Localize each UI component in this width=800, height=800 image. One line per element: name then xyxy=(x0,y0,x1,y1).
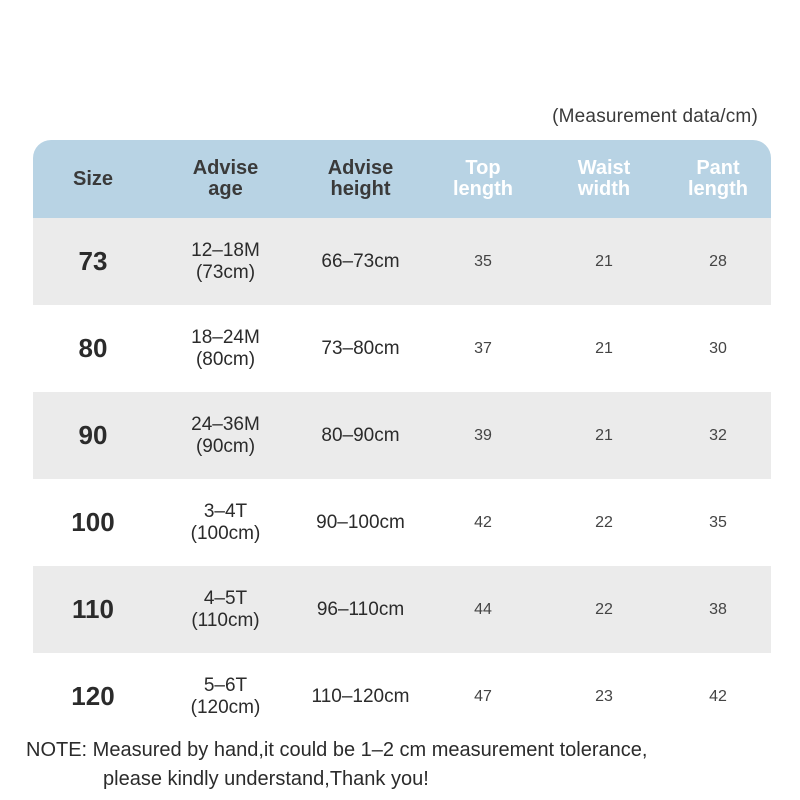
header-waist-width: Waist width xyxy=(577,157,631,200)
measurement-note xyxy=(26,736,647,794)
table-header xyxy=(33,140,771,218)
header-pant-length: Pant length xyxy=(688,157,748,200)
header-top-length: Top length xyxy=(453,157,513,200)
table-row xyxy=(33,653,771,740)
pant-length-cell: 30 xyxy=(709,339,727,357)
size-cell: 73 xyxy=(78,246,108,276)
header-advise-age: Advise age xyxy=(192,157,259,200)
pant-length-cell: 38 xyxy=(709,600,727,618)
top-length-cell: 35 xyxy=(474,252,492,270)
age-cell: 5–6T (120cm) xyxy=(190,674,261,718)
table-row xyxy=(33,392,771,479)
age-cell: 12–18M (73cm) xyxy=(191,239,260,283)
size-table xyxy=(33,140,771,740)
top-length-cell: 39 xyxy=(474,426,492,444)
pant-length-cell: 42 xyxy=(709,687,727,705)
size-cell: 120 xyxy=(71,681,115,711)
age-cell: 4–5T (110cm) xyxy=(191,587,260,631)
waist-width-cell: 21 xyxy=(595,339,613,357)
top-length-cell: 47 xyxy=(474,687,492,705)
size-cell: 100 xyxy=(71,507,115,537)
height-cell: 90–100cm xyxy=(316,511,405,533)
size-cell: 110 xyxy=(72,594,114,624)
height-cell: 110–120cm xyxy=(311,685,410,707)
table-row xyxy=(33,479,771,566)
height-cell: 96–110cm xyxy=(316,598,405,620)
table-row xyxy=(33,305,771,392)
waist-width-cell: 21 xyxy=(595,426,613,444)
waist-width-cell: 21 xyxy=(595,252,613,270)
header-advise-height: Advise height xyxy=(327,157,394,200)
top-length-cell: 42 xyxy=(474,513,492,531)
note-line-1: NOTE: Measured by hand,it could be 1–2 cm measurement tolerance, xyxy=(26,739,648,761)
pant-length-cell: 35 xyxy=(709,513,727,531)
waist-width-cell: 22 xyxy=(595,600,613,618)
pant-length-cell: 32 xyxy=(709,426,727,444)
header-size: Size xyxy=(72,167,114,190)
table-row xyxy=(33,218,771,305)
height-cell: 66–73cm xyxy=(321,250,400,272)
waist-width-cell: 23 xyxy=(595,687,613,705)
top-length-cell: 37 xyxy=(474,339,492,357)
note-line-2: please kindly understand,Thank you! xyxy=(103,768,429,790)
age-cell: 18–24M (80cm) xyxy=(191,326,260,370)
age-cell: 3–4T (100cm) xyxy=(190,500,261,544)
age-cell: 24–36M (90cm) xyxy=(191,413,260,457)
size-cell: 80 xyxy=(78,333,108,363)
top-length-cell: 44 xyxy=(474,600,492,618)
size-cell: 90 xyxy=(78,420,108,450)
pant-length-cell: 28 xyxy=(709,252,727,270)
unit-note: (Measurement data/cm) xyxy=(552,106,758,127)
height-cell: 80–90cm xyxy=(321,424,400,446)
waist-width-cell: 22 xyxy=(595,513,613,531)
table-row xyxy=(33,566,771,653)
height-cell: 73–80cm xyxy=(321,337,400,359)
